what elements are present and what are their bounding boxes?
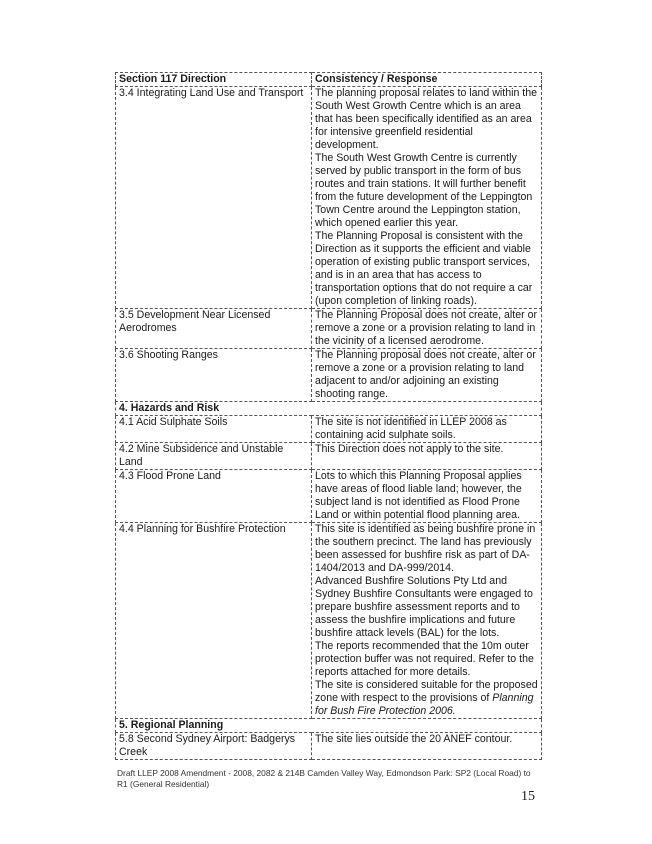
response-paragraph: This site is identified as being bushfire prone in the southern precinct. The land has previously been assessed for bushfire risk as part of DA-1404/2013 and DA-999/2014. [315, 523, 536, 574]
response-paragraph: The site is not identified in LLEP 2008 as containing acid sulphate soils. [315, 416, 507, 441]
response-paragraph: The reports recommended that the 10m outer protection buffer was not required. Refer to the reports attached for more details. [315, 640, 534, 678]
table-row [116, 470, 542, 523]
response-cell [312, 87, 542, 309]
direction-cell: 4.1 Acid Sulphate Soils [116, 416, 312, 443]
response-cell [312, 523, 542, 719]
table-row [116, 416, 542, 443]
direction-cell: 3.4 Integrating Land Use and Transport [116, 87, 312, 309]
response-cell [312, 733, 542, 760]
response-cell [312, 416, 542, 443]
header-response: Consistency / Response [312, 73, 542, 87]
section-117-table [115, 72, 542, 760]
response-paragraph: The South West Growth Centre is currently served by public transport in the form of bus routes and train stations. It will further benefit from the future development of the Leppington Town Centre around the Leppington station, which opened earlier this year. [315, 152, 533, 229]
table-row [116, 349, 542, 402]
response-text: The site is considered suitable for the proposed zone with respect to the provisions of [315, 679, 538, 704]
response-paragraph: The site lies outside the 20 ANEF contour. [315, 733, 513, 745]
direction-cell: 3.5 Development Near Licensed Aerodromes [116, 309, 312, 349]
direction-cell: 4.3 Flood Prone Land [116, 470, 312, 523]
response-paragraph: The Planning proposal does not create, alter or remove a zone or a provision relating to land adjacent to and/or adjoining an existing shooting range. [315, 349, 536, 400]
response-cell [312, 443, 542, 470]
section-heading: 4. Hazards and Risk [116, 402, 542, 416]
section-heading-row [116, 719, 542, 733]
direction-cell: 3.6 Shooting Ranges [116, 349, 312, 402]
response-cell [312, 349, 542, 402]
direction-cell: 4.2 Mine Subsidence and Unstable Land [116, 443, 312, 470]
response-paragraph: This Direction does not apply to the site. [315, 443, 504, 455]
page-number: 15 [521, 789, 535, 804]
direction-cell: 5.8 Second Sydney Airport: Badgerys Creek [116, 733, 312, 760]
table-row [116, 523, 542, 719]
table-row [116, 309, 542, 349]
response-paragraph: Advanced Bushfire Solutions Pty Ltd and Sydney Bushfire Consultants were engaged to prepare bushfire assessment reports and to assess the bushfire implications and future bushfire attack levels (BAL) for the lots. [315, 575, 533, 639]
page-footer: Draft LLEP 2008 Amendment - 2008, 2082 & 214B Camden Valley Way, Edmondson Park: SP2 (Local Road) to R1 (General Residential) [117, 768, 531, 789]
section-heading: 5. Regional Planning [116, 719, 542, 733]
response-cell [312, 309, 542, 349]
response-paragraph: The planning proposal relates to land within the South West Growth Centre which is an area that has been specifically identified as an area for intensive greenfield residential development. [315, 87, 538, 151]
table-row [116, 87, 542, 309]
table-header-row [116, 73, 542, 87]
table-row [116, 443, 542, 470]
response-paragraph: Lots to which this Planning Proposal applies have areas of flood liable land; however, the subject land is not identified as Flood Prone Land or within potential flood planning area. [315, 470, 522, 521]
response-paragraph [315, 679, 538, 718]
direction-cell: 4.4 Planning for Bushfire Protection [116, 523, 312, 719]
header-direction: Section 117 Direction [116, 73, 312, 87]
response-cell [312, 470, 542, 523]
policy-title: Planning for Bush Fire Protection 2006. [315, 692, 534, 717]
section-heading-row [116, 402, 542, 416]
response-paragraph: The Planning Proposal is consistent with the Direction as it supports the efficient and viable operation of existing public transport services, and is in an area that has access to transportation options that do not require a car (upon completion of linking roads). [315, 230, 533, 307]
response-paragraph: The Planning Proposal does not create, alter or remove a zone or a provision relating to land in the vicinity of a licensed aerodrome. [315, 309, 538, 347]
table-row [116, 733, 542, 760]
